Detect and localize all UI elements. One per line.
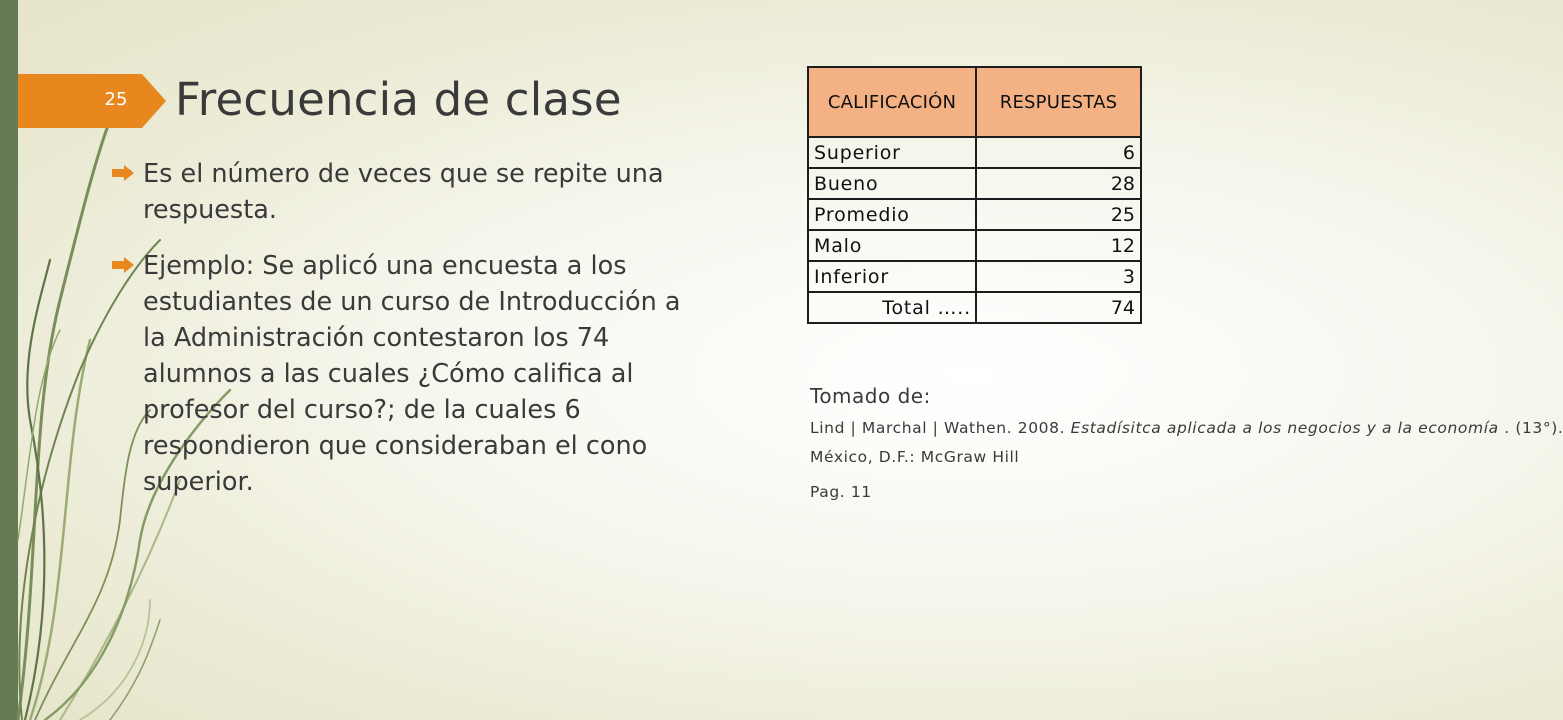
citation-edition: . (13°).: [1498, 419, 1563, 437]
source-citation: [810, 382, 1563, 507]
row-label: Promedio: [808, 199, 976, 230]
grades-table: [807, 66, 1142, 324]
citation-authors: Lind | Marchal | Wathen. 2008.: [810, 419, 1071, 437]
table-row: [808, 230, 1141, 261]
row-label: Superior: [808, 137, 976, 168]
row-value: 25: [976, 199, 1141, 230]
citation-page: Pag. 11: [810, 483, 872, 501]
row-label: Malo: [808, 230, 976, 261]
row-label: Inferior: [808, 261, 976, 292]
citation-publisher: México, D.F.: McGraw Hill: [810, 448, 1020, 466]
citation-line-1: [810, 414, 1563, 443]
slide-number: 25: [104, 89, 128, 110]
header-respuestas: RESPUESTAS: [976, 67, 1141, 137]
header-calificacion: CALIFICACIÓN: [808, 67, 976, 137]
badge-arrow-shape: [18, 74, 166, 128]
table-total-row: [808, 292, 1141, 323]
bullet-item: [106, 248, 696, 500]
table-row: [808, 261, 1141, 292]
table-header-row: [808, 67, 1141, 137]
row-value: 12: [976, 230, 1141, 261]
row-value: 28: [976, 168, 1141, 199]
slide-title: Frecuencia de clase: [175, 73, 622, 126]
table-row: [808, 168, 1141, 199]
row-label: Bueno: [808, 168, 976, 199]
citation-book-title: Estadísitca aplicada a los negocios y a la economía: [1070, 419, 1499, 437]
total-label: Total …..: [808, 292, 976, 323]
table-row: [808, 199, 1141, 230]
bullet-item: [106, 156, 696, 228]
source-heading: Tomado de:: [810, 384, 931, 408]
row-value: 3: [976, 261, 1141, 292]
bullet-text: Ejemplo: Se aplicó una encuesta a los estudiantes de un curso de Introducción a la Administración contestaron los 74 alumnos a las cuales ¿Cómo califica al profesor del curso?; de la cuales 6 respondieron que consideraban el cono superior.: [143, 251, 681, 497]
arrow-bullet-icon: [112, 165, 134, 181]
table-row: [808, 137, 1141, 168]
slide-number-badge: [18, 74, 166, 128]
row-value: 6: [976, 137, 1141, 168]
bullet-text: Es el número de veces que se repite una respuesta.: [143, 159, 664, 225]
arrow-bullet-icon: [112, 257, 134, 273]
bullet-list: [106, 156, 696, 520]
total-value: 74: [976, 292, 1141, 323]
